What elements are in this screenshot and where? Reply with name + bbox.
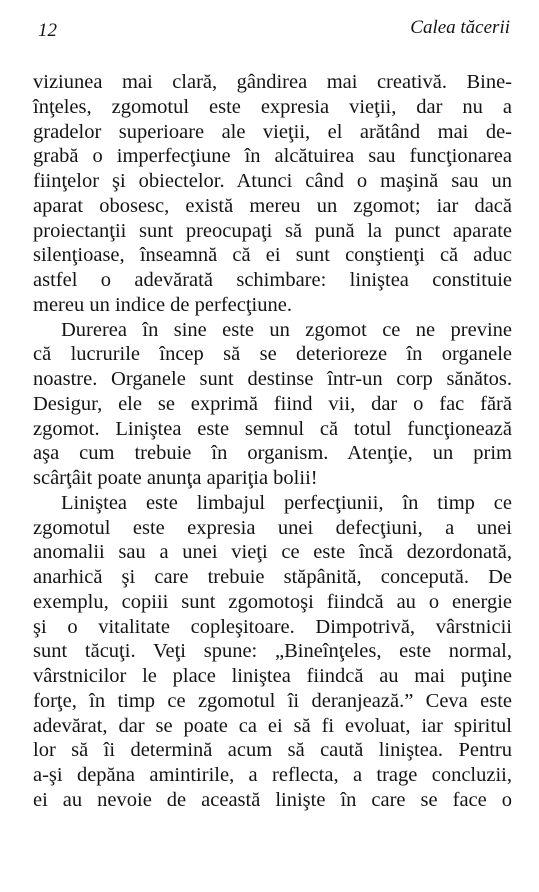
text-line: grabă o imperfecţiune în alcătuirea sau funcţionarea [33,145,512,168]
text-line: gradelor superioare ale vieţii, el arătând mai de- [33,120,512,143]
text-line: că lucrurile încep să se deterioreze în organele [33,343,512,366]
text-line: astfel o adevărată schimbare: liniştea constituie [33,269,512,291]
text-line: proiectanţii sunt preocupaţi să pună la punct aparate [33,219,512,242]
text-line: silenţioase, înseamnă că ei sunt conştienţi că aduc [33,244,512,267]
text-line: şi o vitalitate copleşitoare. Dimpotrivă, vârstnicii [33,615,512,638]
body-text [33,70,512,813]
text-line: Desigur, ele se exprimă fiind vii, dar o fac fără [33,392,512,415]
running-title: Calea tăcerii [410,17,510,38]
text-line: adevărat, dar se poate ca ei să fi evoluat, iar spiritul [33,714,512,737]
text-line: mereu un indice de perfecţiune. [33,293,292,316]
text-line: zgomotul este expresia unei defecţiuni, a unei [33,516,512,539]
text-line: înţeles, zgomotul este expresia vieţii, dar nu a [33,95,512,118]
text-line: scârţâit poate anunţa apariţia bolii! [33,467,318,489]
page-number: 12 [38,20,57,41]
text-line: sunt tăcuţi. Veţi spune: „Bineînţeles, este normal, [33,640,512,663]
text-line: fiinţelor şi obiectelor. Atunci când o maşină sau un [33,170,512,192]
text-line: lor să îi determină acum să caută liniştea. Pentru [33,739,512,762]
text-line: aparat obosesc, există mereu un zgomot; iar dacă [33,194,512,217]
text-line: ei au nevoie de această linişte în care se face o [33,788,512,811]
text-line: a-şi depăna amintirile, a reflecta, a trage concluzii, [33,764,512,786]
text-line: noastre. Organele sunt destinse într-un corp sănătos. [33,368,512,390]
text-line: Liniştea este limbajul perfecţiunii, în timp ce [61,491,512,514]
text-line: viziunea mai clară, gândirea mai creativă. Bine- [33,71,512,93]
text-line: aşa cum trebuie în organism. Atenţie, un prim [33,442,512,465]
text-line: vârstnicilor le place liniştea fiindcă au mai puţine [33,665,512,687]
text-line: anomalii sau a unei vieţi ce este încă dezordonată, [33,541,512,564]
text-line: exemplu, copiii sunt zgomotoşi fiindcă au o energie [33,590,512,613]
text-line: zgomot. Liniştea este semnul că totul funcţionează [33,417,512,440]
text-line: Durerea în sine este un zgomot ce ne previne [61,318,512,341]
text-line: anarhică şi care trebuie stăpânită, concepută. De [33,566,512,588]
text-line: forţe, în timp ce zgomotul îi deranjează.” Ceva este [33,689,512,712]
